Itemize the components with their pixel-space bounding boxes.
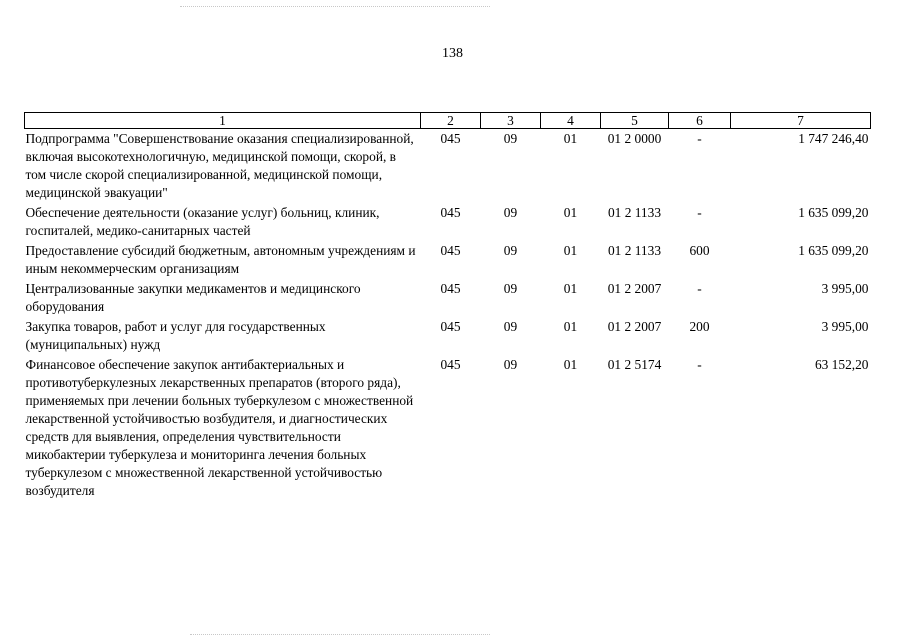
row-target-code: 01 2 0000 (607, 131, 662, 146)
scan-artifact-bottom (190, 634, 490, 636)
row-expense-type: 600 (689, 243, 710, 258)
row-subsection-code: 01 (563, 319, 578, 334)
row-name: Закупка товаров, работ и услуг для государственных (муниципальных) нужд (25, 319, 326, 352)
row-ministry-code: 045 (440, 131, 461, 146)
header-col-2: 2 (421, 113, 481, 129)
header-row (25, 113, 871, 129)
row-amount: 1 635 099,20 (798, 205, 869, 220)
row-target-code: 01 2 2007 (607, 281, 662, 296)
row-amount: 63 152,20 (814, 357, 869, 372)
row-amount: 3 995,00 (821, 319, 869, 334)
row-subsection-code: 01 (563, 281, 578, 296)
row-section-code: 09 (503, 243, 518, 258)
row-ministry-code: 045 (440, 281, 461, 296)
row-amount: 1 635 099,20 (798, 243, 869, 258)
row-target-code: 01 2 1133 (607, 205, 662, 220)
row-name: Обеспечение деятельности (оказание услуг) больниц, клиник, госпиталей, медико-санитарных частей (25, 205, 380, 238)
row-amount: 1 747 246,40 (798, 131, 869, 146)
page-number: 138 (442, 46, 463, 61)
header-col-3: 3 (481, 113, 541, 129)
row-expense-type: - (697, 357, 702, 372)
row-amount: 3 995,00 (821, 281, 869, 296)
row-section-code: 09 (503, 131, 518, 146)
row-target-code: 01 2 1133 (607, 243, 662, 258)
table-row (25, 280, 871, 318)
table-row (25, 129, 871, 205)
table-header (25, 113, 871, 129)
row-name: Централизованные закупки медикаментов и медицинского оборудования (25, 281, 361, 314)
row-section-code: 09 (503, 281, 518, 296)
row-section-code: 09 (503, 357, 518, 372)
row-ministry-code: 045 (440, 319, 461, 334)
row-expense-type: 200 (689, 319, 710, 334)
row-target-code: 01 2 5174 (607, 357, 662, 372)
table-body (25, 129, 871, 503)
row-section-code: 09 (503, 205, 518, 220)
row-target-code: 01 2 2007 (607, 319, 662, 334)
row-ministry-code: 045 (440, 357, 461, 372)
budget-table (24, 112, 871, 502)
row-ministry-code: 045 (440, 205, 461, 220)
row-ministry-code: 045 (440, 243, 461, 258)
row-expense-type: - (697, 205, 702, 220)
scan-artifact-top (180, 6, 490, 8)
row-subsection-code: 01 (563, 243, 578, 258)
table-row (25, 242, 871, 280)
row-expense-type: - (697, 131, 702, 146)
row-name: Подпрограмма "Совершенствование оказания специализированной, включая высокотехнологичную, медицинской помощи, скорой, в том числе скорой специализированной, медицинской помощи, медицинской эвакуации" (25, 131, 414, 200)
header-col-1: 1 (25, 113, 421, 129)
row-subsection-code: 01 (563, 131, 578, 146)
row-section-code: 09 (503, 319, 518, 334)
header-col-6: 6 (669, 113, 731, 129)
header-col-7: 7 (731, 113, 871, 129)
table-row (25, 204, 871, 242)
header-col-5: 5 (601, 113, 669, 129)
row-subsection-code: 01 (563, 205, 578, 220)
row-name: Финансовое обеспечение закупок антибактериальных и противотуберкулезных лекарственных препаратов (второго ряда), применяемых при лечении больных туберкулезом с множественной лекарственной устойчивостью возбудителя, и диагностических средств для выявления, определения чувствительности микобактерии туберкулеза и мониторинга лечения больных туберкулезом с множественной лекарственной устойчивостью возбудителя (25, 357, 414, 498)
row-name: Предоставление субсидий бюджетным, автономным учреждениям и иным некоммерческим организациям (25, 243, 416, 276)
row-subsection-code: 01 (563, 357, 578, 372)
row-expense-type: - (697, 281, 702, 296)
header-col-4: 4 (541, 113, 601, 129)
table-row (25, 318, 871, 356)
table-row (25, 356, 871, 502)
